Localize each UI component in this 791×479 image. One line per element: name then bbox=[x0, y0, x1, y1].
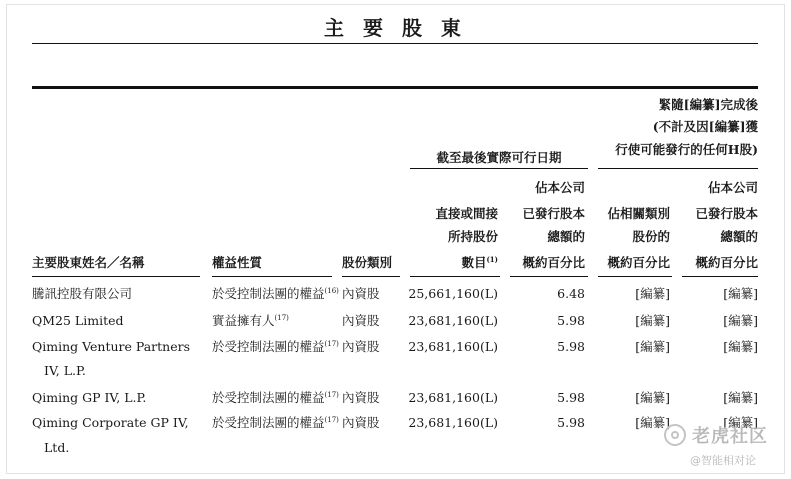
row-1-name: 騰訊控股有限公司 bbox=[32, 286, 133, 301]
row-2-total: [編纂] bbox=[723, 313, 758, 328]
row-3-nature bbox=[212, 336, 339, 358]
row-2-nature bbox=[212, 310, 289, 332]
header-nature: 權益性質 bbox=[212, 255, 263, 270]
header-pct-line-1: 佔本公司 bbox=[534, 180, 585, 195]
row-2-pct: 5.98 bbox=[557, 313, 585, 328]
header-total-last: 概約百分比 bbox=[695, 255, 758, 270]
header-total-line-1: 佔本公司 bbox=[707, 180, 758, 195]
row-1-nature-text: 於受控制法團的權益 bbox=[212, 286, 325, 301]
row-3-nature-text: 於受控制法團的權益 bbox=[212, 339, 325, 354]
row-3-name-line-1: Qiming Venture Partners bbox=[32, 339, 191, 354]
row-2-shares: 23,681,160(L) bbox=[408, 313, 498, 328]
watermark-slogan: @智能相对论 bbox=[690, 454, 756, 467]
title-rule bbox=[32, 43, 758, 44]
row-2-nature-text: 實益擁有人 bbox=[212, 313, 275, 328]
header-held-line-1: 直接或間接 bbox=[435, 206, 498, 221]
header-rule-nature bbox=[212, 276, 332, 277]
row-3-shares: 23,681,160(L) bbox=[408, 339, 498, 354]
group-rule-before bbox=[410, 168, 588, 169]
row-3-rel: [編纂] bbox=[635, 339, 670, 354]
row-5-shares: 23,681,160(L) bbox=[408, 415, 498, 430]
row-4-total: [編纂] bbox=[723, 390, 758, 405]
row-4-nature bbox=[212, 387, 339, 409]
header-name: 主要股東姓名／名稱 bbox=[32, 255, 145, 270]
header-held-last: 數目 bbox=[461, 255, 487, 270]
header-total-line-2: 已發行股本 bbox=[695, 206, 758, 221]
header-rel-line-2: 股份的 bbox=[632, 229, 670, 244]
group-rule-after bbox=[598, 168, 758, 169]
row-3-total: [編纂] bbox=[723, 339, 758, 354]
row-5-rel: [編纂] bbox=[635, 415, 670, 430]
row-4-pct: 5.98 bbox=[557, 390, 585, 405]
row-3-class: 內資股 bbox=[342, 339, 380, 354]
row-4-rel: [編纂] bbox=[635, 390, 670, 405]
row-5-name-line-2: Ltd. bbox=[44, 440, 70, 455]
row-4-class: 內資股 bbox=[342, 390, 380, 405]
row-4-shares: 23,681,160(L) bbox=[408, 390, 498, 405]
row-5-pct: 5.98 bbox=[557, 415, 585, 430]
row-3-pct: 5.98 bbox=[557, 339, 585, 354]
row-1-class: 內資股 bbox=[342, 286, 380, 301]
header-held-line-3 bbox=[410, 252, 498, 274]
row-1-nature bbox=[212, 283, 339, 305]
row-3-note: (17) bbox=[324, 339, 339, 348]
row-2-note: (17) bbox=[274, 313, 289, 322]
header-after-line-1: 緊隨[編纂]完成後 bbox=[658, 97, 758, 112]
header-total-line-3: 總額的 bbox=[720, 229, 758, 244]
header-rule-total bbox=[682, 276, 758, 277]
row-1-total: [編纂] bbox=[723, 286, 758, 301]
header-rel-line-1: 佔相關類別 bbox=[607, 206, 670, 221]
row-5-note: (17) bbox=[324, 415, 339, 424]
header-after-line-3: 行使可能發行的任何H股) bbox=[615, 142, 758, 157]
section-title: 主 要 股 東 bbox=[324, 16, 467, 40]
table-top-rule bbox=[32, 86, 758, 89]
row-1-shares: 25,661,160(L) bbox=[408, 286, 498, 301]
row-5-total: [編纂] bbox=[723, 415, 758, 430]
header-rule-rel bbox=[598, 276, 672, 277]
header-pct-last: 概約百分比 bbox=[522, 255, 585, 270]
header-rel-last: 概約百分比 bbox=[607, 255, 670, 270]
row-3-name-line-2: IV, L.P. bbox=[44, 363, 86, 378]
header-pct-line-2: 已發行股本 bbox=[522, 206, 585, 221]
header-held-line-2: 所持股份 bbox=[447, 229, 498, 244]
tiger-community-logo-icon bbox=[664, 424, 686, 446]
header-rule-class bbox=[342, 276, 400, 277]
row-1-pct: 6.48 bbox=[557, 286, 585, 301]
row-2-name: QM25 Limited bbox=[32, 313, 124, 328]
row-5-name-line-1: Qiming Corporate GP IV, bbox=[32, 415, 189, 430]
header-rule-held bbox=[410, 276, 500, 277]
header-rule-name bbox=[32, 276, 200, 277]
row-1-note: (16) bbox=[324, 286, 339, 295]
row-1-rel: [編纂] bbox=[635, 286, 670, 301]
row-2-rel: [編纂] bbox=[635, 313, 670, 328]
header-class: 股份類別 bbox=[342, 255, 393, 270]
watermark-brand: 老虎社区 bbox=[692, 426, 768, 447]
row-5-nature-text: 於受控制法團的權益 bbox=[212, 415, 325, 430]
header-pct-line-3: 總額的 bbox=[547, 229, 585, 244]
header-rule-pct bbox=[510, 276, 588, 277]
header-before-group: 截至最後實際可行日期 bbox=[436, 150, 562, 165]
row-4-note: (17) bbox=[324, 390, 339, 399]
header-held-note: (1) bbox=[486, 254, 498, 264]
row-5-nature bbox=[212, 412, 339, 434]
row-4-name: Qiming GP IV, L.P. bbox=[32, 390, 147, 405]
row-5-class: 內資股 bbox=[342, 415, 380, 430]
row-4-nature-text: 於受控制法團的權益 bbox=[212, 390, 325, 405]
row-2-class: 內資股 bbox=[342, 313, 380, 328]
header-after-line-2: (不計及因[編纂]獲 bbox=[652, 119, 758, 134]
